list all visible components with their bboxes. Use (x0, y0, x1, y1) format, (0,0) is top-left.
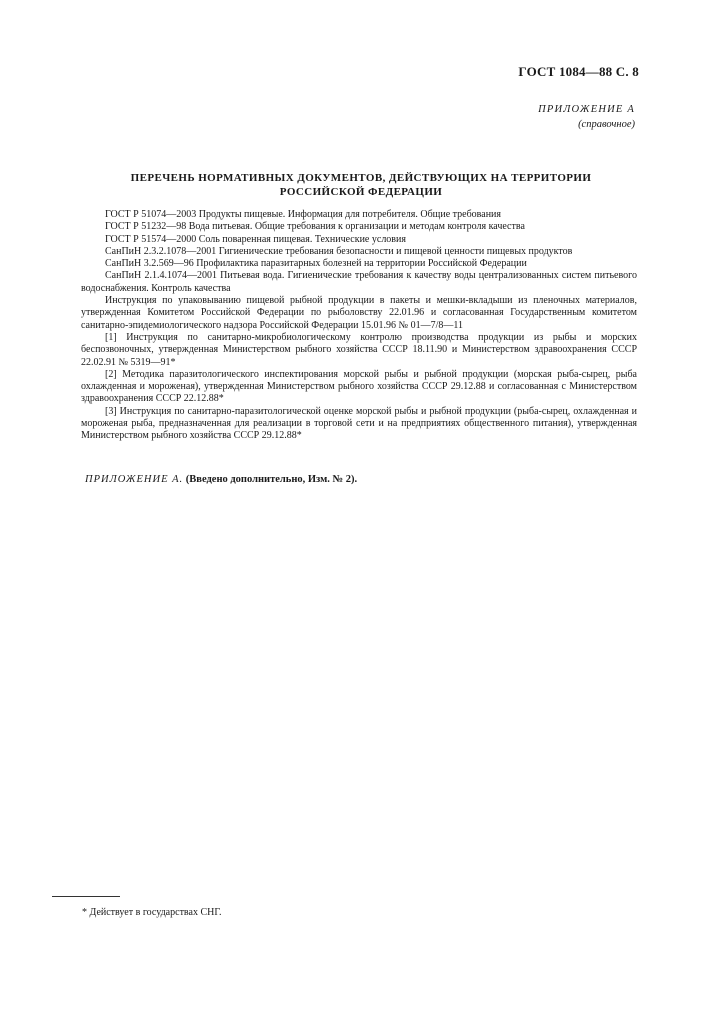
document-entry: ГОСТ Р 51074—2003 Продукты пищевые. Информация для потребителя. Общие требования (105, 209, 501, 220)
document-entry: ГОСТ Р 51232—98 Вода питьевая. Общие требования к организации и методам контроля качества (105, 221, 525, 233)
document-entry: ГОСТ Р 51574—2000 Соль поваренная пищевая. Технические условия (105, 233, 406, 245)
page-header: ГОСТ 1084—88 С. 8 (518, 64, 639, 79)
appendix-heading (538, 102, 635, 132)
document-title (80, 171, 642, 199)
document-entry: СанПиН 2.3.2.1078—2001 Гигиенические требования безопасности и пищевой ценности пищевых продуктов (105, 245, 573, 257)
amendment-label: ПРИЛОЖЕНИЕ А. (85, 474, 184, 485)
document-body (81, 209, 637, 443)
title-line-2: РОССИЙСКОЙ ФЕДЕРАЦИИ (279, 186, 443, 198)
document-entry: Инструкция по упаковыванию пищевой рыбной продукции в пакеты и мешки-вкладыши из пленочных материалов, утвержденная Комитетом Российской Федерации по рыболовству 22.01.96 и согласованная Государственным комитетом санитарно-эпидемиологического надзора Российской Федерации 15.01.96 № 01—7/8—11 (81, 295, 637, 331)
reference-entry: [2] Методика паразитологического инспектирования морской рыбы и рыбной продукции (морская рыба-сырец, рыба охлажденная и мороженая), утвержденная Министерством рыбного хозяйства СССР 29.12.88 и согласованная с Министерством здравоохранения СССР 22.12.88* (81, 368, 637, 405)
reference-entry: [1] Инструкция по санитарно-микробиологическому контролю производства продукции из рыбы и морских беспозвоночных, утвержденная Министерством рыбного хозяйства СССР 18.11.90 и Министерством здравоохранения СССР 22.02.91 № 5319—91* (81, 331, 637, 368)
reference-entry: [3] Инструкция по санитарно-паразитологической оценке морской рыбы и рыбной продукции (рыба-сырец, охлажденная и мороженая рыба, предназначенная для реализации в торговой сети и на предприятиях общественного питания), утвержденная Министерством рыбного хозяйства СССР 29.12.88* (81, 405, 637, 442)
appendix-kind: (справочное) (578, 119, 635, 130)
document-entry: СанПиН 2.1.4.1074—2001 Питьевая вода. Гигиенические требования к качеству воды централизованных систем питьевого водоснабжения. Контроль качества (81, 270, 637, 294)
amendment-note (85, 474, 357, 485)
amendment-text: (Введено дополнительно, Изм. № 2). (185, 474, 358, 485)
appendix-label: ПРИЛОЖЕНИЕ А (538, 104, 635, 115)
footnote: * Действует в государствах СНГ. (82, 907, 222, 918)
footnote-divider (52, 896, 120, 897)
title-line-1: ПЕРЕЧЕНЬ НОРМАТИВНЫХ ДОКУМЕНТОВ, ДЕЙСТВУЮЩИХ НА ТЕРРИТОРИИ (130, 172, 592, 184)
document-entry: СанПиН 3.2.569—96 Профилактика паразитарных болезней на территории Российской Федерации (105, 258, 527, 270)
